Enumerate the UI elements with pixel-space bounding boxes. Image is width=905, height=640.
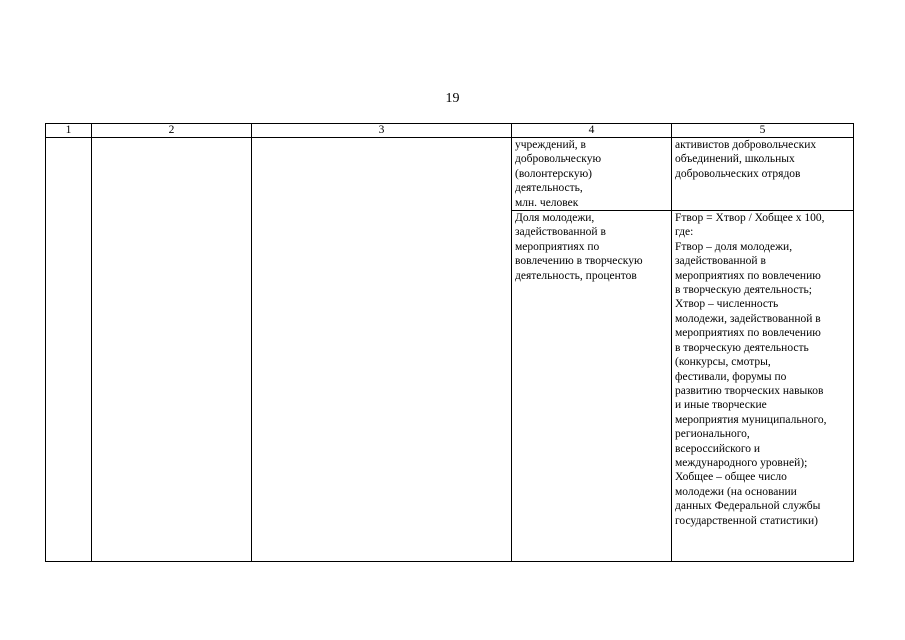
- table-header-row: [46, 124, 854, 138]
- table-cell-indicator: Доля молодежи, задействованной в мероприятиях по вовлечению в творческую деятельность, процентов: [512, 211, 672, 562]
- table-cell-col3: [252, 138, 512, 562]
- table-cell-col2: [92, 138, 252, 562]
- table-cell-method: активистов добровольческих объединений, школьных добровольческих отрядов: [672, 138, 854, 211]
- column-header-1: 1: [46, 124, 92, 138]
- column-header-2: 2: [92, 124, 252, 138]
- column-header-4: 4: [512, 124, 672, 138]
- column-header-5: 5: [672, 124, 854, 138]
- table-cell-col1: [46, 138, 92, 562]
- document-table: [45, 123, 854, 562]
- page-number: 19: [445, 91, 460, 106]
- table-row: [46, 138, 854, 211]
- table-cell-method: Fтвор = Хтвор / Хобщее х 100, где: Fтвор – доля молодежи, задействованной в мероприятиях по вовлечению в творческую деятельность; Хтвор – численность молодежи, задействованной в мероприятиях по вовлечению в творческую деятельность (конкурсы, смотры, фестивали, форумы по развитию творческих навыков и иные творческие мероприятия муниципального, регионального, всероссийского и международного уровней); Хобщее – общее число молодежи (на основании данных Федеральной службы государственной статистики): [672, 211, 854, 562]
- column-header-3: 3: [252, 124, 512, 138]
- table-cell-indicator: учреждений, в добровольческую (волонтерскую) деятельность, млн. человек: [512, 138, 672, 211]
